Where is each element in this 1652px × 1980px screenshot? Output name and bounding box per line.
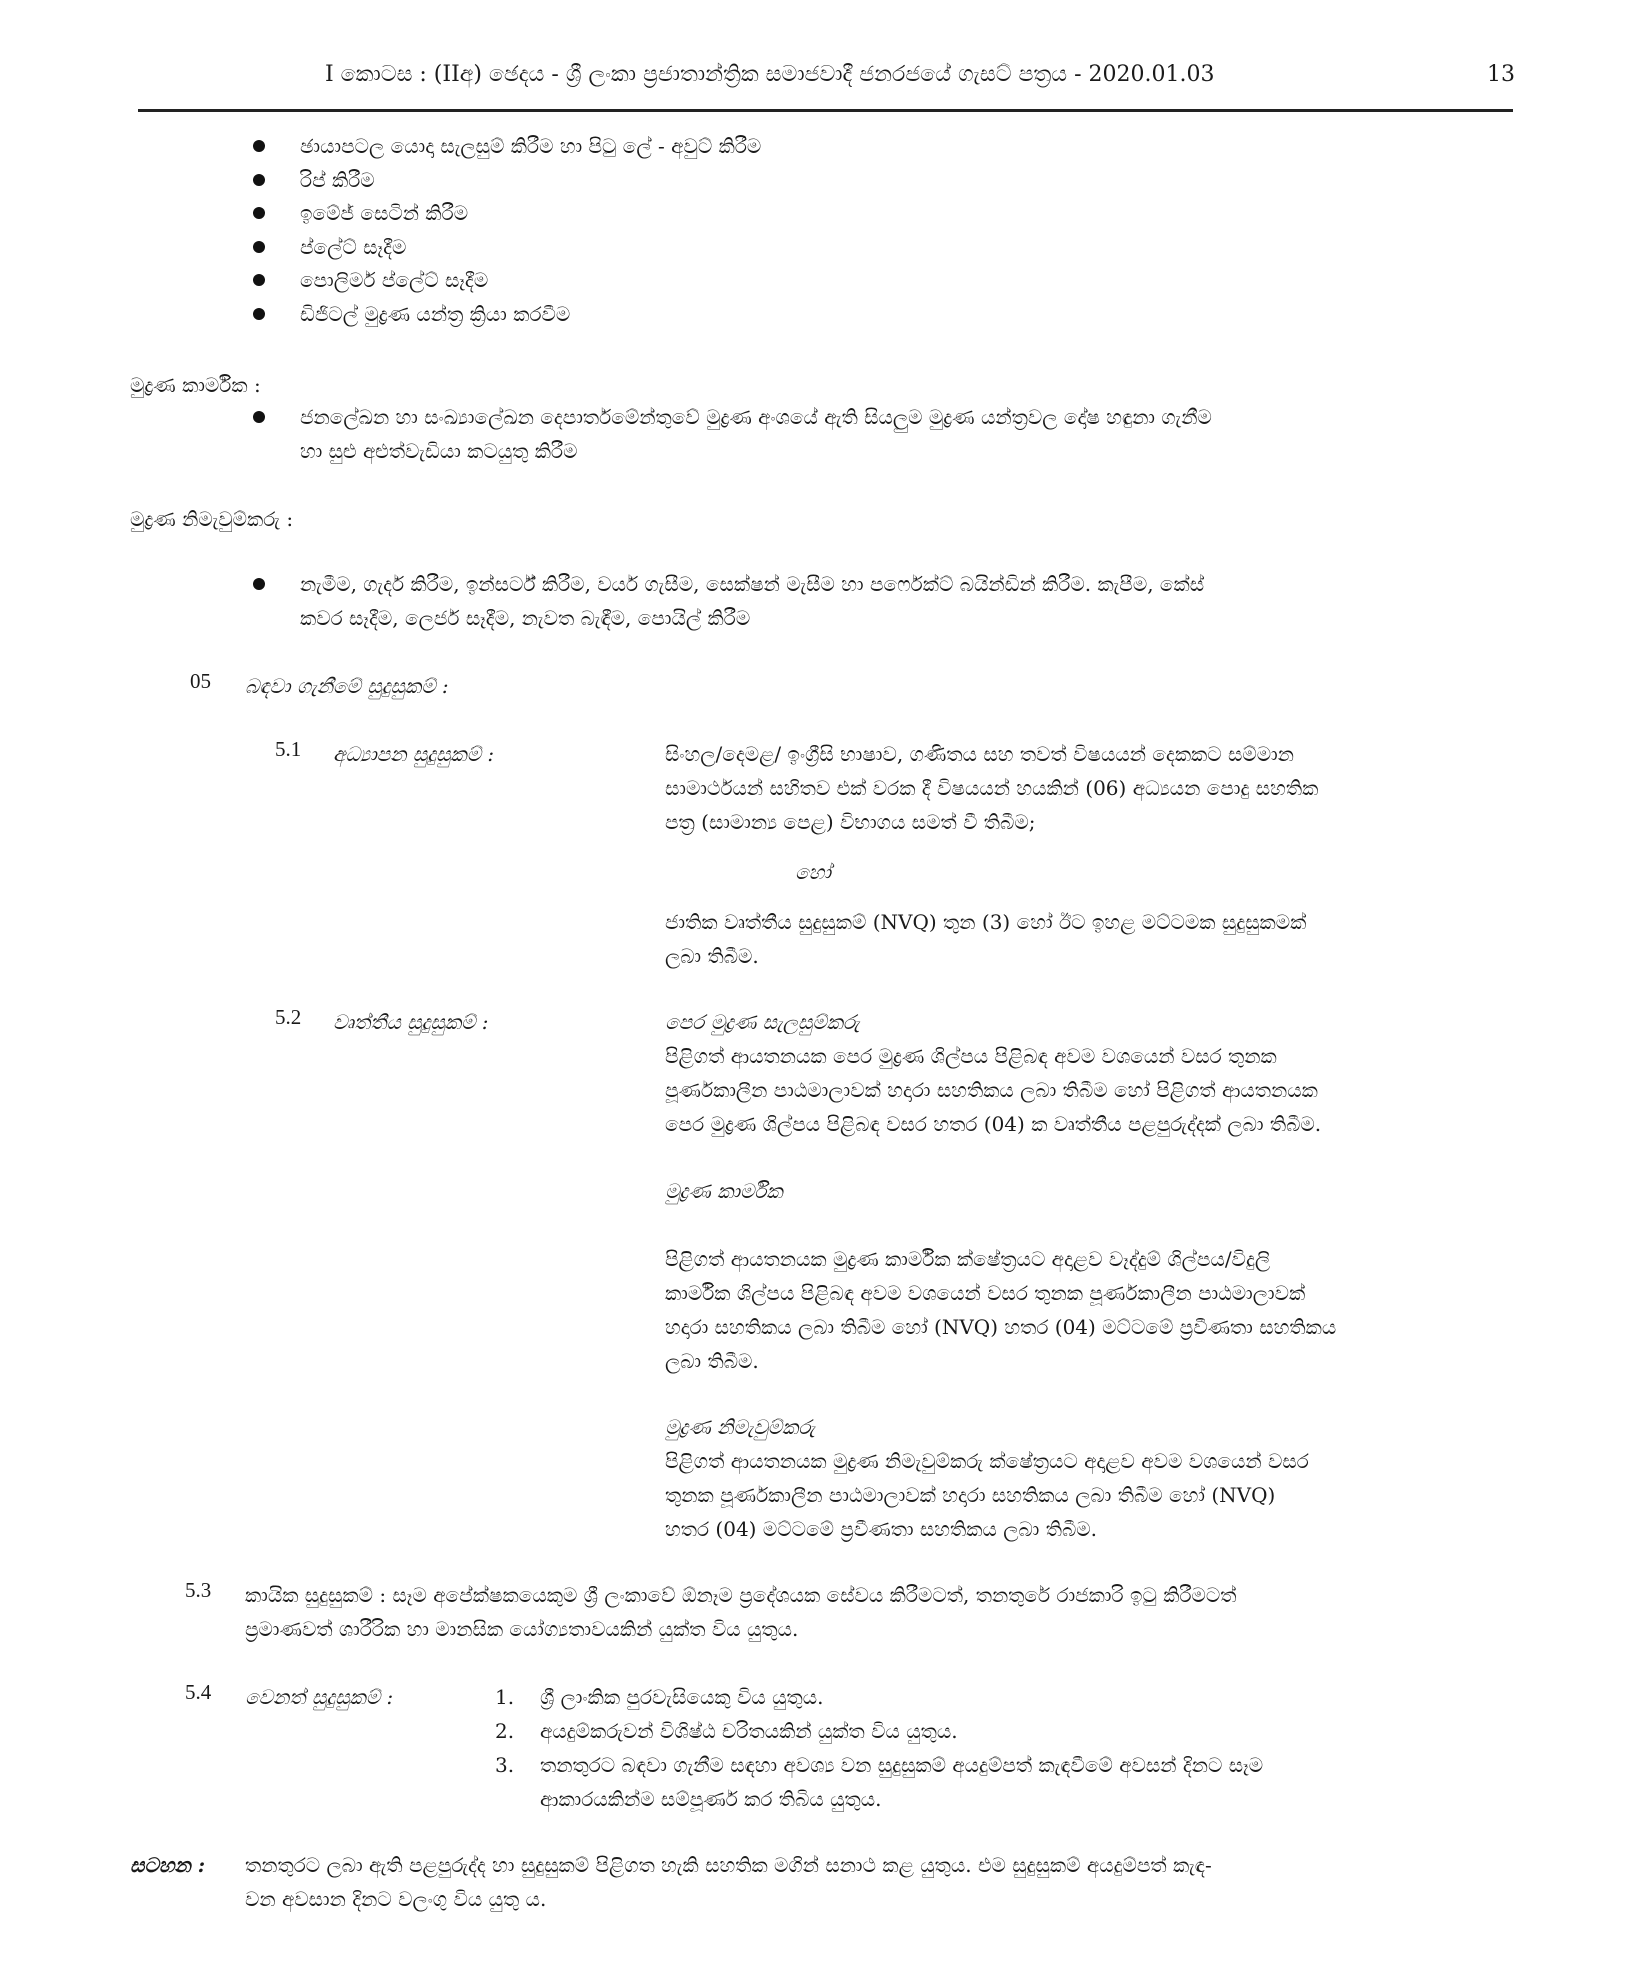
- list-item: ඩිජිටල් මුද්‍රණ යන්ත්‍ර ක්‍රියා කරවීම: [300, 302, 571, 326]
- list-item-number: 2.: [495, 1719, 515, 1743]
- section-5-3-number: 5.3: [185, 1578, 212, 1602]
- section-5-1-p2-line-2: ලබා තිබීම.: [665, 944, 759, 968]
- finisher-line-2: තුනක පූර්ණකාලීන පාඨමාලාවක් හදාරා සහතිකය ලබා තිබීම හෝ (NVQ): [665, 1483, 1276, 1507]
- bullet-icon: [253, 241, 265, 253]
- bullet-icon: [253, 578, 265, 590]
- section-5-2-number: 5.2: [275, 1005, 302, 1029]
- mechanic-line-4: ලබා තිබීම.: [665, 1349, 759, 1373]
- list-item: අයදුම්කරුවන් විශිෂ්ඨ චරිතයකින් යුක්ත විය යුතුය.: [540, 1719, 958, 1743]
- section-5-3-line-1: කායික සුදුසුකම් : සෑම අපේක්ෂකයෙකුම ශ්‍රී ලංකාවේ ඕනෑම ප්‍රදේශයක සේවය කිරීමටත්, තනතුරේ රාජකාරි ඉටු කිරීමටත්: [245, 1583, 1237, 1607]
- list-item: ශ්‍රී ලාංකික පුරවැසියෙකු විය යුතුය.: [540, 1685, 824, 1709]
- note-label: සටහන :: [130, 1853, 206, 1877]
- section-5-1-number: 5.1: [275, 737, 302, 761]
- list-item: ඉමේජ් සෙටින් කිරීම: [300, 201, 469, 225]
- page-number: 13: [1487, 62, 1515, 87]
- print-finisher-line-1: නැමීම, ගැදර් කිරීම, ඉන්සර්ට් කිරීම, වයර් ගැසීම, සෙක්ෂන් මැසීම හා පර්ෆෙක්ට් බයින්ඩින් කිරීම. කැපීම, කේස්: [300, 572, 1205, 596]
- printing-mechanic-line-1: ජනලේඛන හා සංඛ්‍යාලේඛන දෙපාර්තමේන්තුවේ මුද්‍රණ අංශයේ ඇති සියලුම මුද්‍රණ යන්ත්‍රවල දෝෂ හඳුනා ගැනීම: [300, 405, 1212, 429]
- list-item-number: 1.: [495, 1685, 515, 1709]
- bullet-icon: [253, 207, 265, 219]
- bullet-icon: [253, 411, 265, 423]
- list-item: පොලිමර් ප්ලේට් සෑදීම: [300, 268, 489, 292]
- list-item: ඡායාපටල යොදා සැලසුම් කිරීම හා පිටු ලේ - අවුට් කිරීම: [300, 134, 762, 158]
- finisher-line-3: හතර (04) මට්ටමේ ප්‍රවීණතා සහතිකය ලබා තිබීම.: [665, 1517, 1097, 1541]
- finisher-line-1: පිළිගත් ආයතනයක මුද්‍රණ නිමැවුම්කරු ක්ෂේත්‍රයට අදාළව අවම වශයෙන් වසර: [665, 1449, 1309, 1473]
- prepress-designer-title: පෙර මුද්‍රණ සැලසුම්කරු: [665, 1010, 860, 1034]
- bullet-icon: [253, 274, 265, 286]
- print-finisher-line-2: කවර සෑදීම, ලෙජර් සෑදීම, නැවත බැඳීම, පොයිල් කිරීම: [300, 606, 751, 630]
- section-5-1-p1-line-3: පත්‍ර (සාමාන්‍ය පෙළ) විභාගය සමත් වී තිබීම;: [665, 810, 1036, 834]
- prepress-line-3: පෙර මුද්‍රණ ශිල්පය පිළිබඳ වසර හතර (04) ක වෘත්තීය පළපුරුද්දක් ලබා තිබීම.: [665, 1112, 1322, 1136]
- note-line-1: තනතුරට ලබා ඇති පළපුරුද්ද හා සුදුසුකම් පිළිගත හැකි සහතික මගින් සනාථ කළ යුතුය. එම සුදුසුකම් අයදුම්පත් කැඳ-: [245, 1853, 1212, 1877]
- note-line-2: වන අවසාන දිනට වලංගු විය යුතු ය.: [245, 1887, 547, 1911]
- printing-mechanic-line-2: හා සුළු අළුත්වැඩියා කටයුතු කිරීම: [300, 439, 578, 463]
- section-5-3-line-2: ප්‍රමාණවත් ශාරීරික හා මානසික යෝග්‍යතාවයකින් යුක්ත විය යුතුය.: [245, 1617, 799, 1641]
- prepress-line-2: පූර්ණකාලීන පාඨමාලාවක් හදාරා සහතිකය ලබා තිබීම හෝ පිළිගත් ආයතනයක: [665, 1078, 1318, 1102]
- section-5-1-p1-line-2: සාමාර්ථයන් සහිතව එක් වරක දී විෂයයන් හයකින් (06) අධ්‍යයන පොදු සහතික: [665, 776, 1319, 800]
- bullet-icon: [253, 140, 265, 152]
- print-finisher-heading: මුද්‍රණ නිමැවුම්කරු :: [130, 507, 294, 531]
- list-item: ප්ලේට් සෑදීම: [300, 235, 407, 259]
- prepress-line-1: පිළිගත් ආයතනයක පෙර මුද්‍රණ ශිල්පය පිළිබඳ අවම වශයෙන් වසර තුනක: [665, 1044, 1277, 1068]
- bullet-icon: [253, 174, 265, 186]
- section-5-1-p2-line-1: ජාතික වෘත්තීය සුදුසුකම් (NVQ) තුන (3) හෝ ඊට ඉහළ මට්ටමක සුදුසුකමක්: [665, 910, 1307, 934]
- mechanic-line-3: හදාරා සහතිකය ලබා තිබීම හෝ (NVQ) හතර (04) මට්ටමේ ප්‍රවීණතා සහතිකය: [665, 1315, 1337, 1339]
- list-item: රිප් කිරීම: [300, 168, 375, 192]
- bullet-icon: [253, 308, 265, 320]
- list-item-number: 3.: [495, 1753, 515, 1777]
- section-5-4-label: වෙනත් සුදුසුකම් :: [245, 1685, 394, 1709]
- mechanic-line-1: පිළිගත් ආයතනයක මුද්‍රණ කාර්මික ක්ෂේත්‍රයට අදාළව වෑද්දුම් ශිල්පය/විදුලි: [665, 1247, 1271, 1271]
- printing-mechanic-title: මුද්‍රණ කාර්මික: [665, 1179, 783, 1203]
- section-5-2-label: වෘත්තීය සුදුසුකම් :: [333, 1010, 489, 1034]
- section-5-1-or: හෝ: [795, 860, 831, 884]
- section-5-1-p1-line-1: සිංහල/දෙමළ/ ඉංග්‍රීසි භාෂාව, ගණිතය සහ තවත් විෂයයන් දෙකකට සම්මාන: [665, 742, 1294, 766]
- header-rule: [138, 109, 1513, 112]
- page-header-title: I කොටස : (IIඅ) ඡෙදය - ශ්‍රී ලංකා ප්‍රජාතාන්ත්‍රික සමාජවාදී ජනරජයේ ගැසට් පත්‍රය - 2020.01.03: [325, 62, 1215, 87]
- list-item-continuation: ආකාරයකින්ම සම්පූර්ණ කර තිබිය යුතුය.: [540, 1787, 882, 1811]
- section-05-number: 05: [190, 669, 211, 693]
- section-05-title: බඳවා ගැනීමේ සුදුසුකම් :: [245, 674, 449, 698]
- print-finisher-title: මුද්‍රණ නිමැවුම්කරු: [665, 1415, 815, 1439]
- mechanic-line-2: කාර්මික ශිල්පය පිළිබඳ අවම වශයෙන් වසර තුනක පූර්ණකාලීන පාඨමාලාවක්: [665, 1281, 1306, 1305]
- section-5-4-number: 5.4: [185, 1680, 212, 1704]
- section-5-1-label: අධ්‍යාපන සුදුසුකම් :: [333, 742, 495, 766]
- list-item: තනතුරට බඳවා ගැනීම සඳහා අවශ්‍ය වන සුදුසුකම් අයදුම්පත් කැඳවීමේ අවසන් දිනට සෑම: [540, 1753, 1264, 1777]
- printing-mechanic-heading: මුද්‍රණ කාර්මික :: [130, 373, 261, 397]
